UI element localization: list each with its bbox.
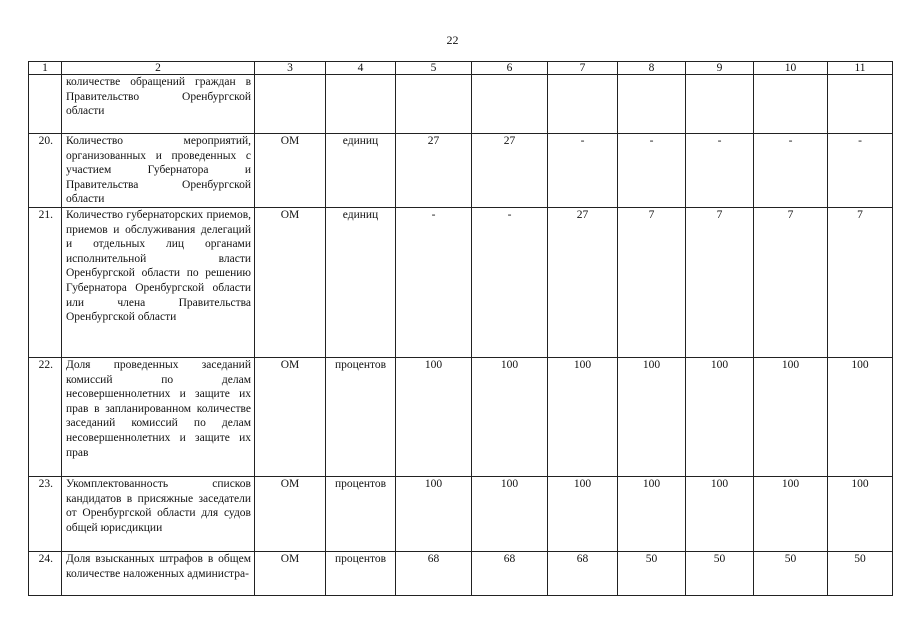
indicator-name: Количество мероприятий, организованных и проведенных с участием Губернатора и Правительства Оренбургской области	[62, 134, 255, 208]
unit: процентов	[326, 552, 396, 596]
value-cell: 100	[548, 477, 618, 552]
indicators-table	[28, 61, 893, 596]
value-cell: -	[618, 134, 686, 208]
value-cell: 100	[618, 477, 686, 552]
value-cell	[548, 75, 618, 134]
value-cell: -	[828, 134, 893, 208]
value-cell	[828, 75, 893, 134]
column-header: 8	[618, 62, 686, 75]
value-cell: 50	[754, 552, 828, 596]
row-number: 22.	[29, 358, 62, 477]
value-cell	[396, 75, 472, 134]
value-cell	[686, 75, 754, 134]
value-cell: 68	[472, 552, 548, 596]
unit: процентов	[326, 358, 396, 477]
column-header: 1	[29, 62, 62, 75]
value-cell: 100	[548, 358, 618, 477]
table-row	[29, 208, 893, 358]
column-header: 9	[686, 62, 754, 75]
table-row	[29, 477, 893, 552]
row-number	[29, 75, 62, 134]
column-header: 6	[472, 62, 548, 75]
value-cell	[472, 75, 548, 134]
table-row	[29, 552, 893, 596]
unit: единиц	[326, 134, 396, 208]
column-header: 4	[326, 62, 396, 75]
column-header: 3	[255, 62, 326, 75]
value-cell: -	[472, 208, 548, 358]
value-cell: 100	[754, 358, 828, 477]
value-cell: 100	[686, 358, 754, 477]
unit	[326, 75, 396, 134]
indicator-type: ОМ	[255, 552, 326, 596]
page-number: 22	[446, 33, 459, 47]
value-cell: 7	[686, 208, 754, 358]
indicator-type: ОМ	[255, 358, 326, 477]
indicator-name: Укомплектованность списков кандидатов в присяжные заседатели от Оренбургской области для судов общей юрисдикции	[62, 477, 255, 552]
value-cell: 50	[686, 552, 754, 596]
indicator-name: количестве обращений граждан в Правительство Оренбургской области	[62, 75, 255, 134]
unit: единиц	[326, 208, 396, 358]
value-cell: 68	[548, 552, 618, 596]
value-cell: 100	[754, 477, 828, 552]
value-cell: 100	[396, 477, 472, 552]
column-numbers-row	[29, 62, 893, 75]
column-header: 7	[548, 62, 618, 75]
column-header: 2	[62, 62, 255, 75]
value-cell: 100	[472, 477, 548, 552]
row-number: 23.	[29, 477, 62, 552]
value-cell: 27	[396, 134, 472, 208]
value-cell	[618, 75, 686, 134]
value-cell: 100	[618, 358, 686, 477]
row-number: 24.	[29, 552, 62, 596]
value-cell: 7	[828, 208, 893, 358]
value-cell	[754, 75, 828, 134]
value-cell: -	[396, 208, 472, 358]
value-cell: 100	[686, 477, 754, 552]
table-row	[29, 134, 893, 208]
value-cell: 100	[472, 358, 548, 477]
row-number: 20.	[29, 134, 62, 208]
indicator-type	[255, 75, 326, 134]
value-cell: 100	[396, 358, 472, 477]
value-cell: -	[754, 134, 828, 208]
indicator-type: ОМ	[255, 477, 326, 552]
value-cell: 68	[396, 552, 472, 596]
indicator-type: ОМ	[255, 208, 326, 358]
value-cell: 100	[828, 358, 893, 477]
column-header: 5	[396, 62, 472, 75]
table-row	[29, 358, 893, 477]
table-row	[29, 75, 893, 134]
indicator-type: ОМ	[255, 134, 326, 208]
indicator-name: Количество губернаторских приемов, приемов и обслуживания делегаций и отдельных лиц органами исполнительной власти Оренбургской области по решению Губернатора Оренбургской области или члена Правительства Оренбургской области	[62, 208, 255, 358]
unit: процентов	[326, 477, 396, 552]
value-cell: 7	[618, 208, 686, 358]
value-cell: -	[686, 134, 754, 208]
value-cell: -	[548, 134, 618, 208]
value-cell: 50	[828, 552, 893, 596]
value-cell: 27	[472, 134, 548, 208]
value-cell: 27	[548, 208, 618, 358]
row-number: 21.	[29, 208, 62, 358]
value-cell: 50	[618, 552, 686, 596]
value-cell: 7	[754, 208, 828, 358]
column-header: 10	[754, 62, 828, 75]
value-cell: 100	[828, 477, 893, 552]
column-header: 11	[828, 62, 893, 75]
indicator-name: Доля взысканных штрафов в общем количестве наложенных администра-	[62, 552, 255, 596]
indicator-name: Доля проведенных заседаний комиссий по делам несовершеннолетних и защите их прав в запланированном количестве заседаний комиссий по делам несовершеннолетних и защите их прав	[62, 358, 255, 477]
